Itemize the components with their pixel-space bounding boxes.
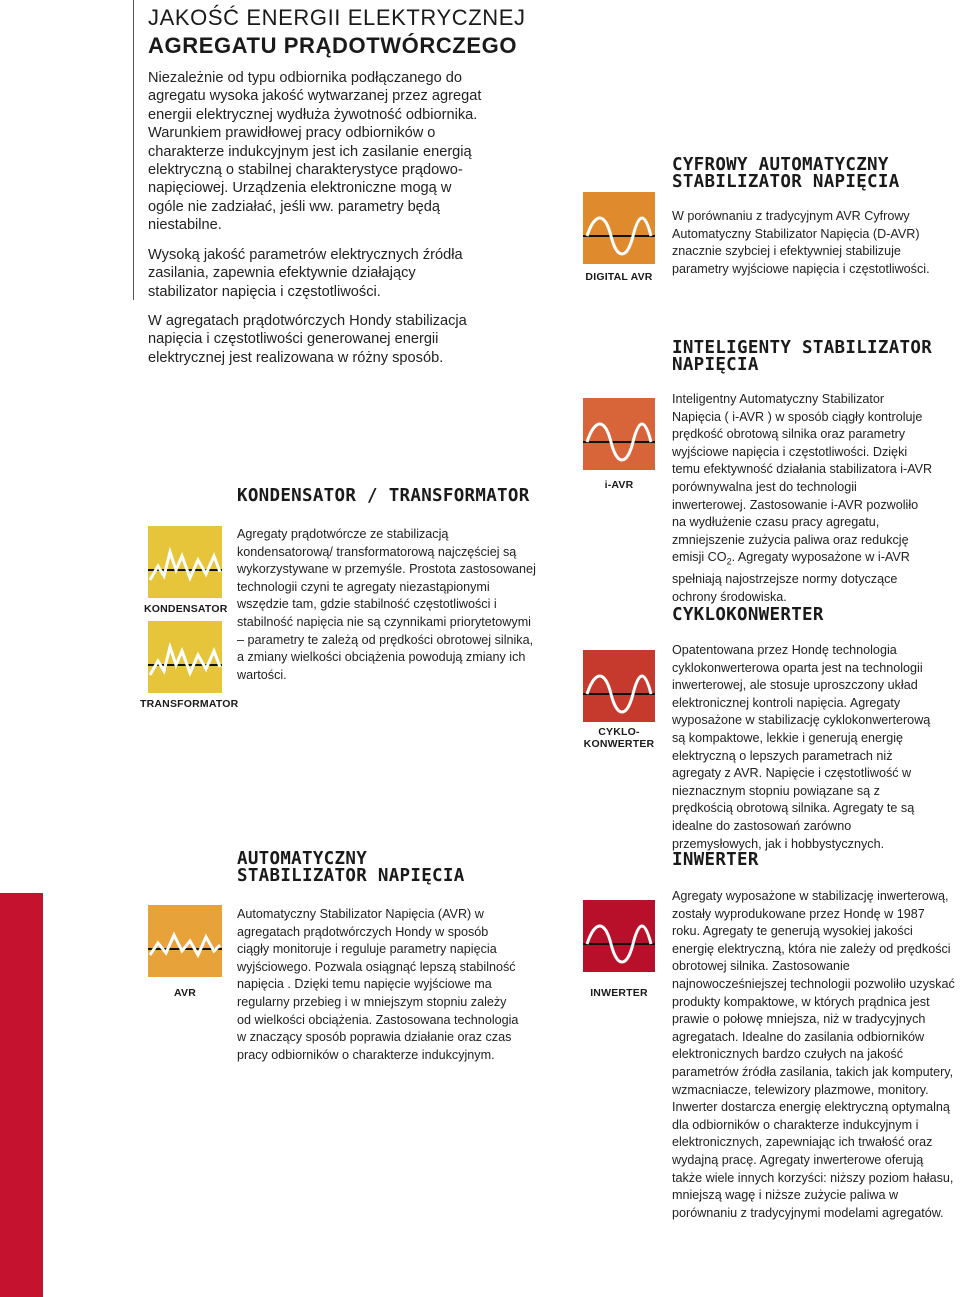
red-accent-bar: [0, 893, 43, 1297]
transformator-icon: [148, 621, 222, 693]
intro-paragraph-3: W agregatach prądotwórczych Hondy stabilizacja napięcia i częstotliwości generowanej energii elektrycznej jest realizowana w różny sposób.: [148, 313, 467, 366]
i-avr-section: [672, 340, 947, 607]
i-avr-label: i-AVR: [604, 479, 634, 491]
digital-avr-heading-line1: CYFROWY AUTOMATYCZNY: [672, 155, 889, 175]
i-avr-heading-line2: NAPIĘCIA: [672, 355, 759, 375]
avr-body: Automatyczny Stabilizator Napięcia (AVR) w agregatach prądotwórczych Hondy w sposób ciągły monitoruje i reguluje parametry napięcia wyjściowego. Pozwala osiągnąć lepszą stabilność napięcia . Dzięki temu napięcie wyjściowe ma regularny przebieg i w mniejszym stopniu zależy od wielkości obciążenia. Zastosowana technologia w znaczący sposób poprawia działanie oraz czas pracy odbiorników o charakterze indukcyjnym.: [237, 907, 519, 1062]
cyklokonwerter-icon: [583, 650, 655, 722]
avr-label: AVR: [174, 987, 196, 999]
i-avr-body: [672, 391, 934, 607]
cyklokonwerter-heading: CYKLOKONWERTER: [672, 605, 824, 625]
inwerter-heading: INWERTER: [672, 850, 759, 870]
i-avr-heading-line1: INTELIGENTY STABILIZATOR: [672, 338, 933, 358]
transformator-label: TRANSFORMATOR: [140, 698, 239, 710]
inwerter-label: INWERTER: [590, 987, 648, 999]
inwerter-body: Agregaty wyposażone w stabilizację inwerterową, zostały wyprodukowane przez Hondę w 1987 roku. Agregaty te generują wysokiej jakości energię elektryczną, która nie zależy od prędkości obrotowej silnika. Zastosowanie najnowocześniejszej technologii pozwoliło uzyskać produkty kompaktowe, w których prądnica jest prawie o połowę mniejsza, niż w tradycyjnych agregatach. Idealne do zasilania odbiorników elektronicznych bardzo czułych na jakość parametrów źródła zasilania, takich jak komputery, wzmacniacze, telewizory plazmowe, monitory. Inwerter dostarcza energię elektryczną optymalną dla odbiorników o charakterze indukcyjnym i elektronicznych, zapewniając ich trwałość oraz wydajną pracę. Agregaty inwerterowe oferują także wiele innych korzyści: niższy poziom hałasu, mniejszą wagę i niższe zużycie paliwa w porównaniu z tradycyjnymi modelami agregatów.: [672, 889, 955, 1220]
i-avr-icon: [583, 398, 655, 470]
digital-avr-icon: [583, 192, 655, 264]
avr-icon: [148, 905, 222, 977]
avr-heading-line2: STABILIZATOR NAPIĘCIA: [237, 866, 465, 886]
digital-avr-label: DIGITAL AVR: [585, 271, 653, 283]
kondensator-heading: KONDENSATOR / TRANSFORMATOR: [237, 486, 530, 506]
kondensator-label: KONDENSATOR: [144, 603, 228, 615]
kondensator-section: [237, 488, 547, 684]
kondensator-body: Agregaty prądotwórcze ze stabilizacją kondensatorową/ transformatorową najczęściej są wykorzystywane w przemyśle. Prostota zastosowanej technologii czyni te agregaty niezastąpionymi wszędzie tam, gdzie stabilność częstotliwości i stabilność napięcia nie są czynnikami priorytetowymi – parametry te zależą od prędkości obrotowej silnika, a zmiany wielkości obciążenia powodują zmiany ich wartości.: [237, 527, 536, 682]
i-avr-body-subscript: 2: [726, 556, 732, 567]
inwerter-section: [672, 852, 957, 1222]
vertical-rule: [133, 0, 134, 300]
avr-section: [237, 851, 547, 1064]
avr-heading-line1: AUTOMATYCZNY: [237, 849, 368, 869]
digital-avr-heading-line2: STABILIZATOR NAPIĘCIA: [672, 172, 900, 192]
intro-paragraph-1: Niezależnie od typu odbiornika podłączanego do agregatu wysoka jakość wytwarzanej przez agregat energii elektrycznej wydłuża żywotność odbiornika. Warunkiem prawidłowej pracy odbiorników o charakterze indukcyjnym jest ich zasilanie energią elektryczną o stabilnej charakterystyce prądowo-napięciowej. Urządzenia elektroniczne mogą w ogóle nie zadziałać, jeśli ww. parametry będą niestabilne.: [148, 70, 482, 234]
kondensator-icon: [148, 526, 222, 598]
i-avr-body-text: Inteligentny Automatyczny Stabilizator Napięcia ( i-AVR ) w sposób ciągły kontroluje prędkość obrotową silnika oraz parametry wyjściowe napięcia i częstotliwości. Dzięki temu efektywność działania stabilizatora i-AVR porównywalna jest do technologii inwerterowej. Zastosowanie i-AVR pozwoliło na wydłużenie czasu pracy agregatu, zmniejszenie zużycia paliwa oraz redukcję emisji CO: [672, 392, 933, 565]
cyklokonwerter-section: [672, 607, 947, 853]
page-title-line2: AGREGATU PRĄDOTWÓRCZEGO: [148, 33, 518, 58]
cyklokonwerter-body: Opatentowana przez Hondę technologia cyklokonwerterowa oparta jest na technologii inwerterowej, ale stosuje uproszczony układ elektronicznej kontroli napięcia. Agregaty wyposażone w stabilizację cyklokonwerterową są kompaktowe, lekkie i generują energię elektryczną o lepszych parametrach niż agregaty z AVR. Napięcie i częstotliwość w nieznacznym stopniu powiązane są z prędkością obrotową silnika. Agregaty te są idealne do zastosowań zarówno przemysłowych, jak i hobbystycznych.: [672, 643, 931, 851]
i-avr-body-tail: . Agregaty wyposażone w i-AVR spełniają najostrzejsze normy dotyczące ochrony środowiska.: [672, 550, 910, 605]
page-title-line1: JAKOŚĆ ENERGII ELEKTRYCZNEJ: [148, 5, 526, 30]
cyklokonwerter-label-2: KONWERTER: [583, 738, 655, 750]
cyklokonwerter-label-1: CYKLO-: [598, 726, 640, 738]
digital-avr-section: [672, 157, 942, 278]
inwerter-icon: [583, 900, 655, 972]
intro-paragraph-2: Wysoką jakość parametrów elektrycznych źródła zasilania, zapewnia efektywnie działający stabilizator napięcia i częstotliwości.: [148, 247, 463, 300]
digital-avr-body: W porównaniu z tradycyjnym AVR Cyfrowy Automatyczny Stabilizator Napięcia (D-AVR) znacznie szybciej i efektywniej stabilizuje parametry wyjściowe napięcia i częstotliwości.: [672, 209, 930, 276]
